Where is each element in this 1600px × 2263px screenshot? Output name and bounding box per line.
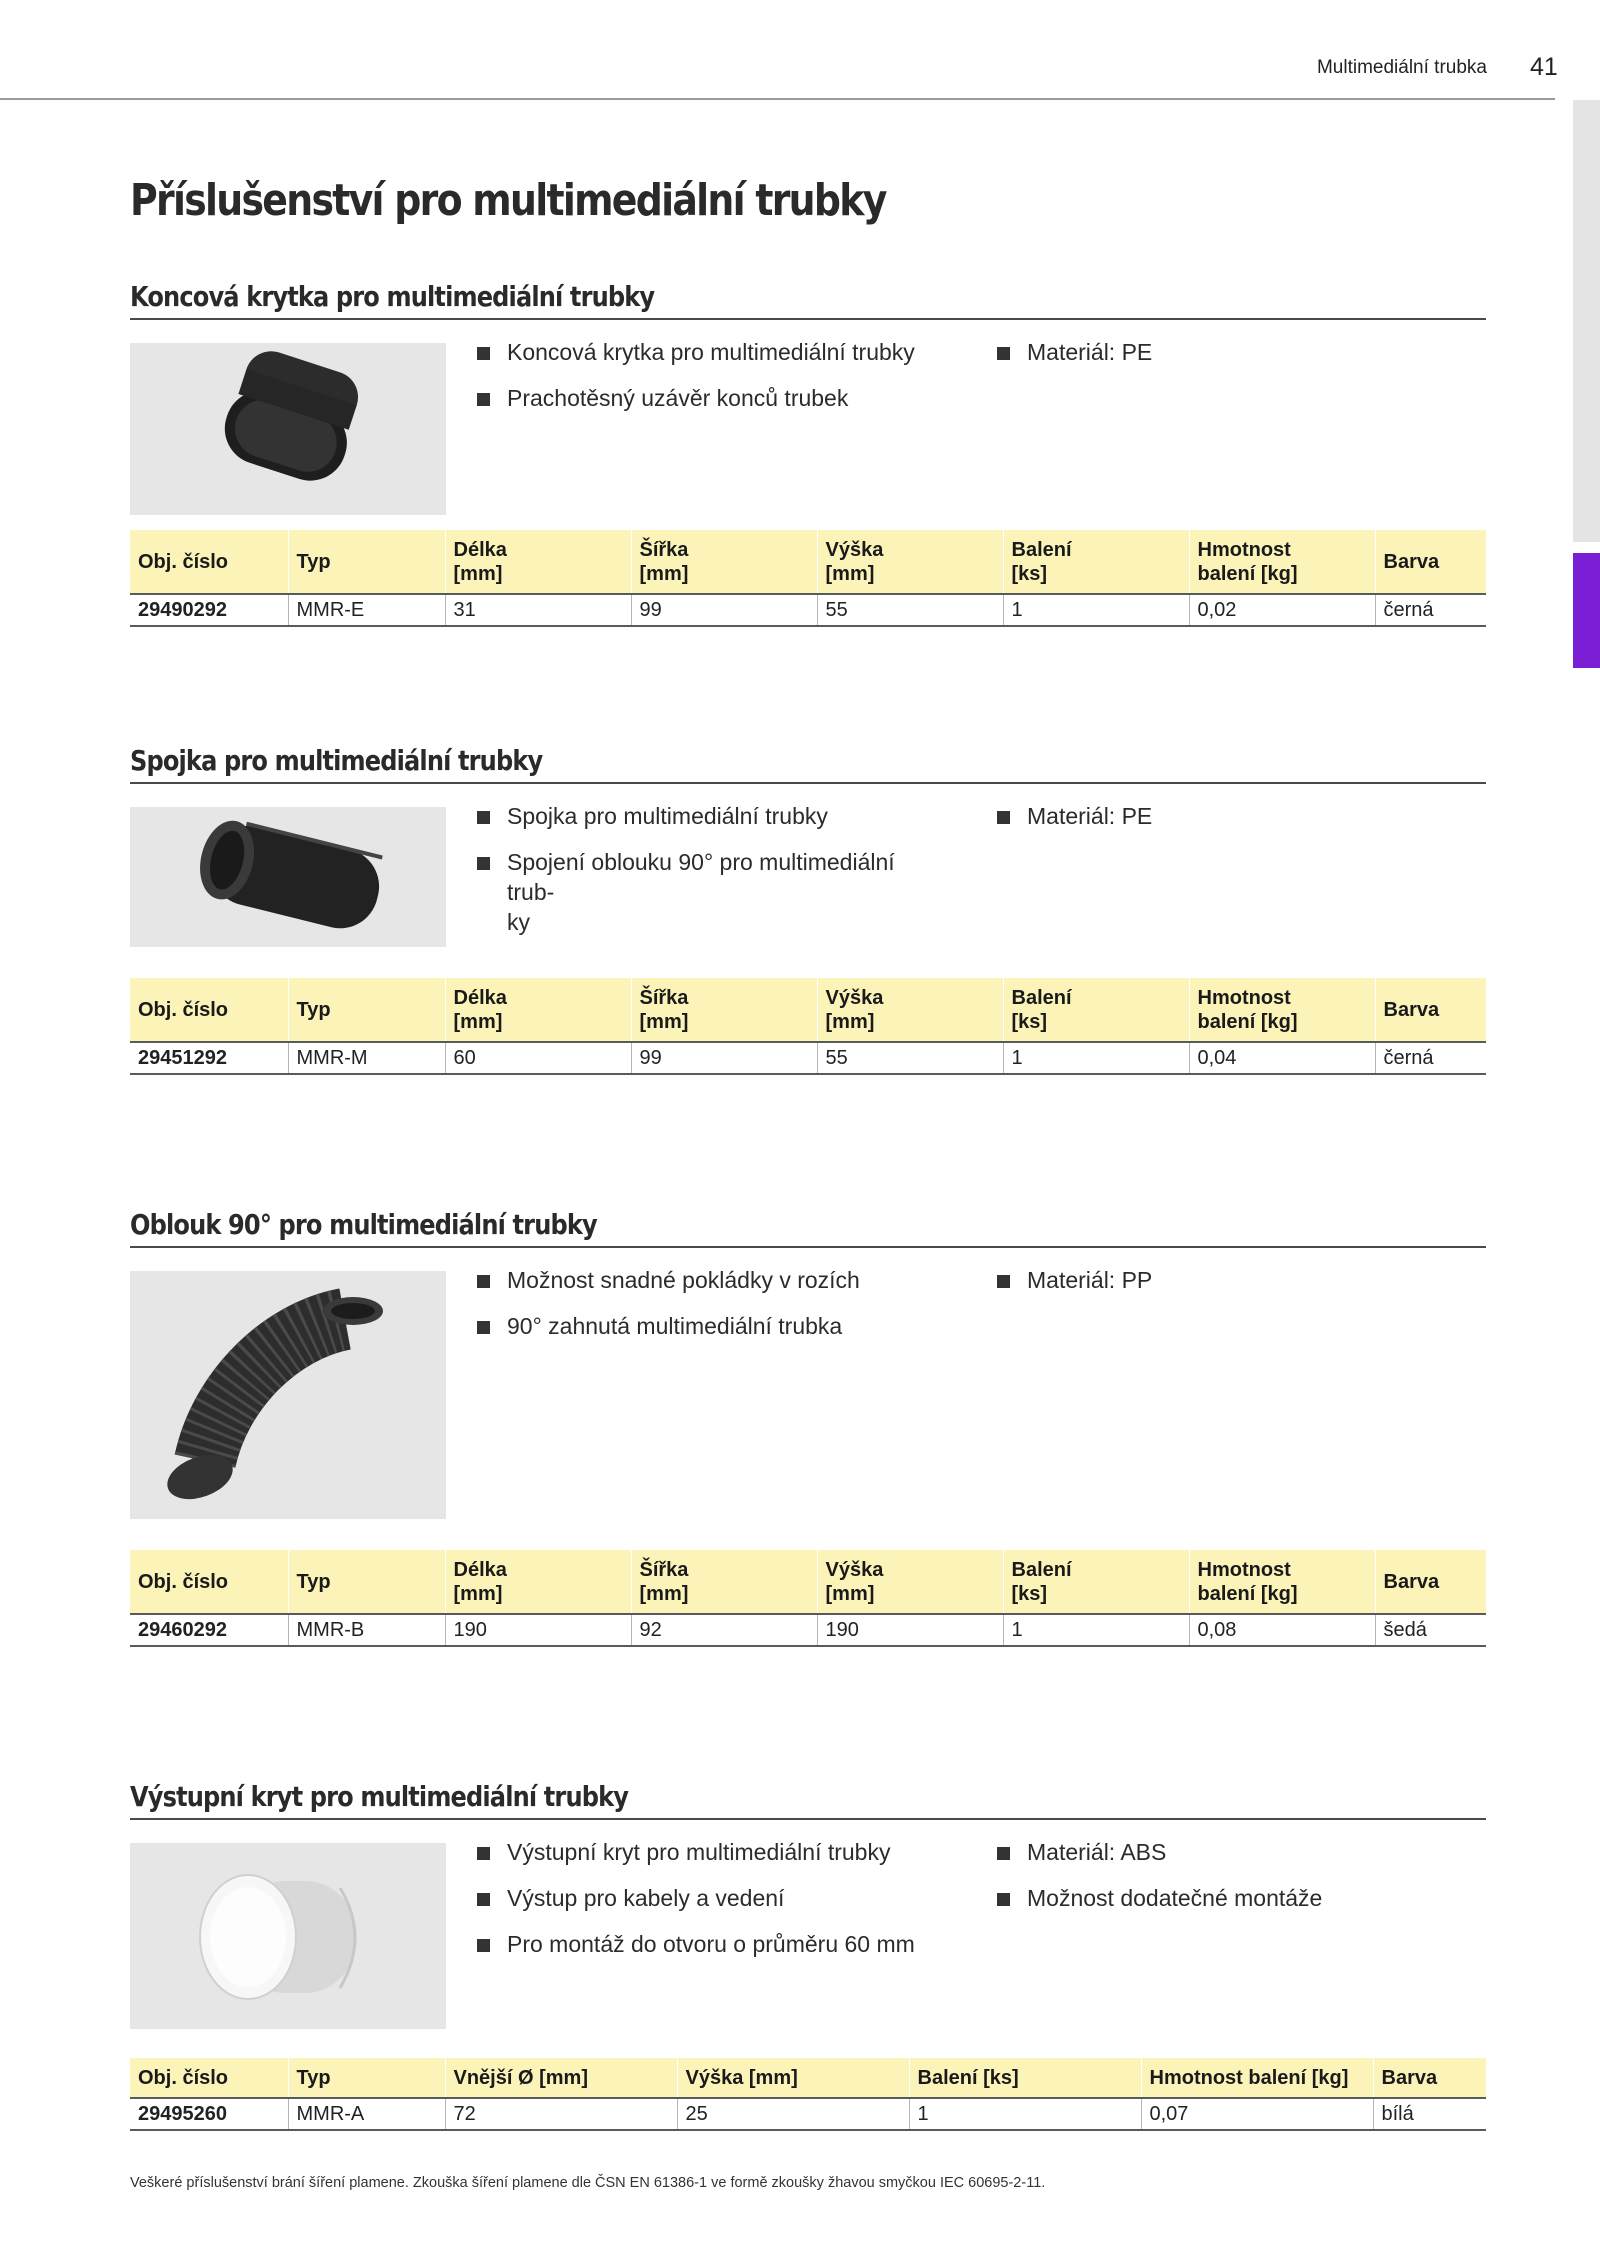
cell: 92 [631, 1614, 817, 1646]
header-section-title: Multimediální trubka [1316, 57, 1487, 78]
table-row [130, 594, 1486, 626]
features-right [997, 1265, 1467, 1311]
cell: 1 [1003, 1614, 1189, 1646]
col-header: Výška [mm] [677, 2058, 909, 2098]
features-right [997, 337, 1467, 383]
end-cap-image [130, 343, 446, 515]
feature-item: Materiál: ABS [997, 1837, 1467, 1867]
cell: 0,04 [1189, 1042, 1375, 1074]
section-coupler [130, 744, 1486, 1069]
cell: MMR-E [288, 594, 445, 626]
cell: 99 [631, 594, 817, 626]
features-right [997, 801, 1467, 847]
header-divider [0, 98, 1555, 100]
cell: MMR-M [288, 1042, 445, 1074]
cell: 31 [445, 594, 631, 626]
cell: 99 [631, 1042, 817, 1074]
col-header: Balení [ks] [1003, 1550, 1189, 1614]
feature-item: Materiál: PE [997, 337, 1467, 367]
feature-item: Prachotěsný uzávěr konců trubek [477, 383, 947, 413]
feature-item: Možnost snadné pokládky v rozích [477, 1265, 947, 1295]
col-header: Délka [mm] [445, 978, 631, 1042]
feature-item: Možnost dodatečné montáže [997, 1883, 1467, 1913]
col-header: Barva [1375, 978, 1486, 1042]
cell: 29460292 [130, 1614, 288, 1646]
col-header: Délka [mm] [445, 1550, 631, 1614]
cell: 29451292 [130, 1042, 288, 1074]
col-header: Balení [ks] [1003, 530, 1189, 594]
spec-table [130, 530, 1486, 627]
section-title: Spojka pro multimediální trubky [130, 744, 1486, 784]
col-header: Hmotnost balení [kg] [1189, 1550, 1375, 1614]
col-header: Typ [288, 2058, 445, 2098]
cell: 190 [817, 1614, 1003, 1646]
section-title: Koncová krytka pro multimediální trubky [130, 280, 1486, 320]
col-header: Výška [mm] [817, 530, 1003, 594]
cell: 25 [677, 2098, 909, 2130]
col-header: Barva [1375, 530, 1486, 594]
feature-item: Spojka pro multimediální trubky [477, 801, 947, 831]
section-title: Oblouk 90° pro multimediální trubky [130, 1208, 1486, 1248]
table-row [130, 1042, 1486, 1074]
col-header: Balení [ks] [1003, 978, 1189, 1042]
feature-item: 90° zahnutá multimediální trubka [477, 1311, 947, 1341]
col-header: Šířka [mm] [631, 1550, 817, 1614]
cell: 1 [1003, 594, 1189, 626]
col-header: Barva [1375, 1550, 1486, 1614]
col-header: Typ [288, 978, 445, 1042]
features-left [477, 1837, 967, 1975]
col-header: Hmotnost balení [kg] [1141, 2058, 1373, 2098]
cell: 0,07 [1141, 2098, 1373, 2130]
col-header: Typ [288, 1550, 445, 1614]
col-header: Hmotnost balení [kg] [1189, 530, 1375, 594]
col-header: Barva [1373, 2058, 1486, 2098]
cell: 29495260 [130, 2098, 288, 2130]
cell: 190 [445, 1614, 631, 1646]
section-bend [130, 1208, 1486, 1641]
cell: černá [1375, 594, 1486, 626]
page-number: 41 [1530, 53, 1558, 81]
col-header: Šířka [mm] [631, 530, 817, 594]
cell: 1 [909, 2098, 1141, 2130]
cell: 29490292 [130, 594, 288, 626]
features-left [477, 337, 947, 429]
cell: 0,08 [1189, 1614, 1375, 1646]
col-header: Obj. číslo [130, 2058, 288, 2098]
col-header: Výška [mm] [817, 1550, 1003, 1614]
cell: MMR-B [288, 1614, 445, 1646]
col-header: Obj. číslo [130, 978, 288, 1042]
spec-table [130, 978, 1486, 1075]
feature-item: Výstup pro kabely a vedení [477, 1883, 967, 1913]
chapter-tab-active [1573, 553, 1600, 668]
cell: MMR-A [288, 2098, 445, 2130]
cell: bílá [1373, 2098, 1486, 2130]
spec-table [130, 1550, 1486, 1647]
outlet-cover-image [130, 1843, 446, 2029]
cell: 72 [445, 2098, 677, 2130]
features-left [477, 1265, 947, 1357]
col-header: Obj. číslo [130, 1550, 288, 1614]
col-header: Vnější Ø [mm] [445, 2058, 677, 2098]
features-right [997, 1837, 1467, 1929]
section-title: Výstupní kryt pro multimediální trubky [130, 1780, 1486, 1820]
cell: 0,02 [1189, 594, 1375, 626]
col-header: Šířka [mm] [631, 978, 817, 1042]
cell: 60 [445, 1042, 631, 1074]
spec-table [130, 2058, 1486, 2131]
table-row [130, 2098, 1486, 2130]
cell: 55 [817, 594, 1003, 626]
coupler-image [130, 807, 446, 947]
col-header: Výška [mm] [817, 978, 1003, 1042]
cell: 55 [817, 1042, 1003, 1074]
feature-item: Koncová krytka pro multimediální trubky [477, 337, 947, 367]
bend-image [130, 1271, 446, 1519]
section-outlet-cover [130, 1780, 1486, 2125]
col-header: Typ [288, 530, 445, 594]
col-header: Hmotnost balení [kg] [1189, 978, 1375, 1042]
feature-item: Materiál: PP [997, 1265, 1467, 1295]
feature-item: Pro montáž do otvoru o průměru 60 mm [477, 1929, 967, 1959]
page-title: Příslušenství pro multimediální trubky [130, 175, 886, 226]
col-header: Obj. číslo [130, 530, 288, 594]
feature-item: Výstupní kryt pro multimediální trubky [477, 1837, 967, 1867]
chapter-tab-grey [1573, 100, 1600, 542]
section-end-cap [130, 280, 1486, 621]
cell: šedá [1375, 1614, 1486, 1646]
cell: černá [1375, 1042, 1486, 1074]
features-left [477, 801, 947, 953]
table-row [130, 1614, 1486, 1646]
col-header: Balení [ks] [909, 2058, 1141, 2098]
footnote: Veškeré příslušenství brání šíření plamene. Zkouška šíření plamene dle ČSN EN 61386-1 ve formě zkoušky žhavou smyčkou IEC 60695-2-11. [130, 2175, 1046, 2191]
col-header: Délka [mm] [445, 530, 631, 594]
feature-item: Materiál: PE [997, 801, 1467, 831]
cell: 1 [1003, 1042, 1189, 1074]
feature-item: Spojení oblouku 90° pro multimediální trub- ky [477, 847, 947, 937]
